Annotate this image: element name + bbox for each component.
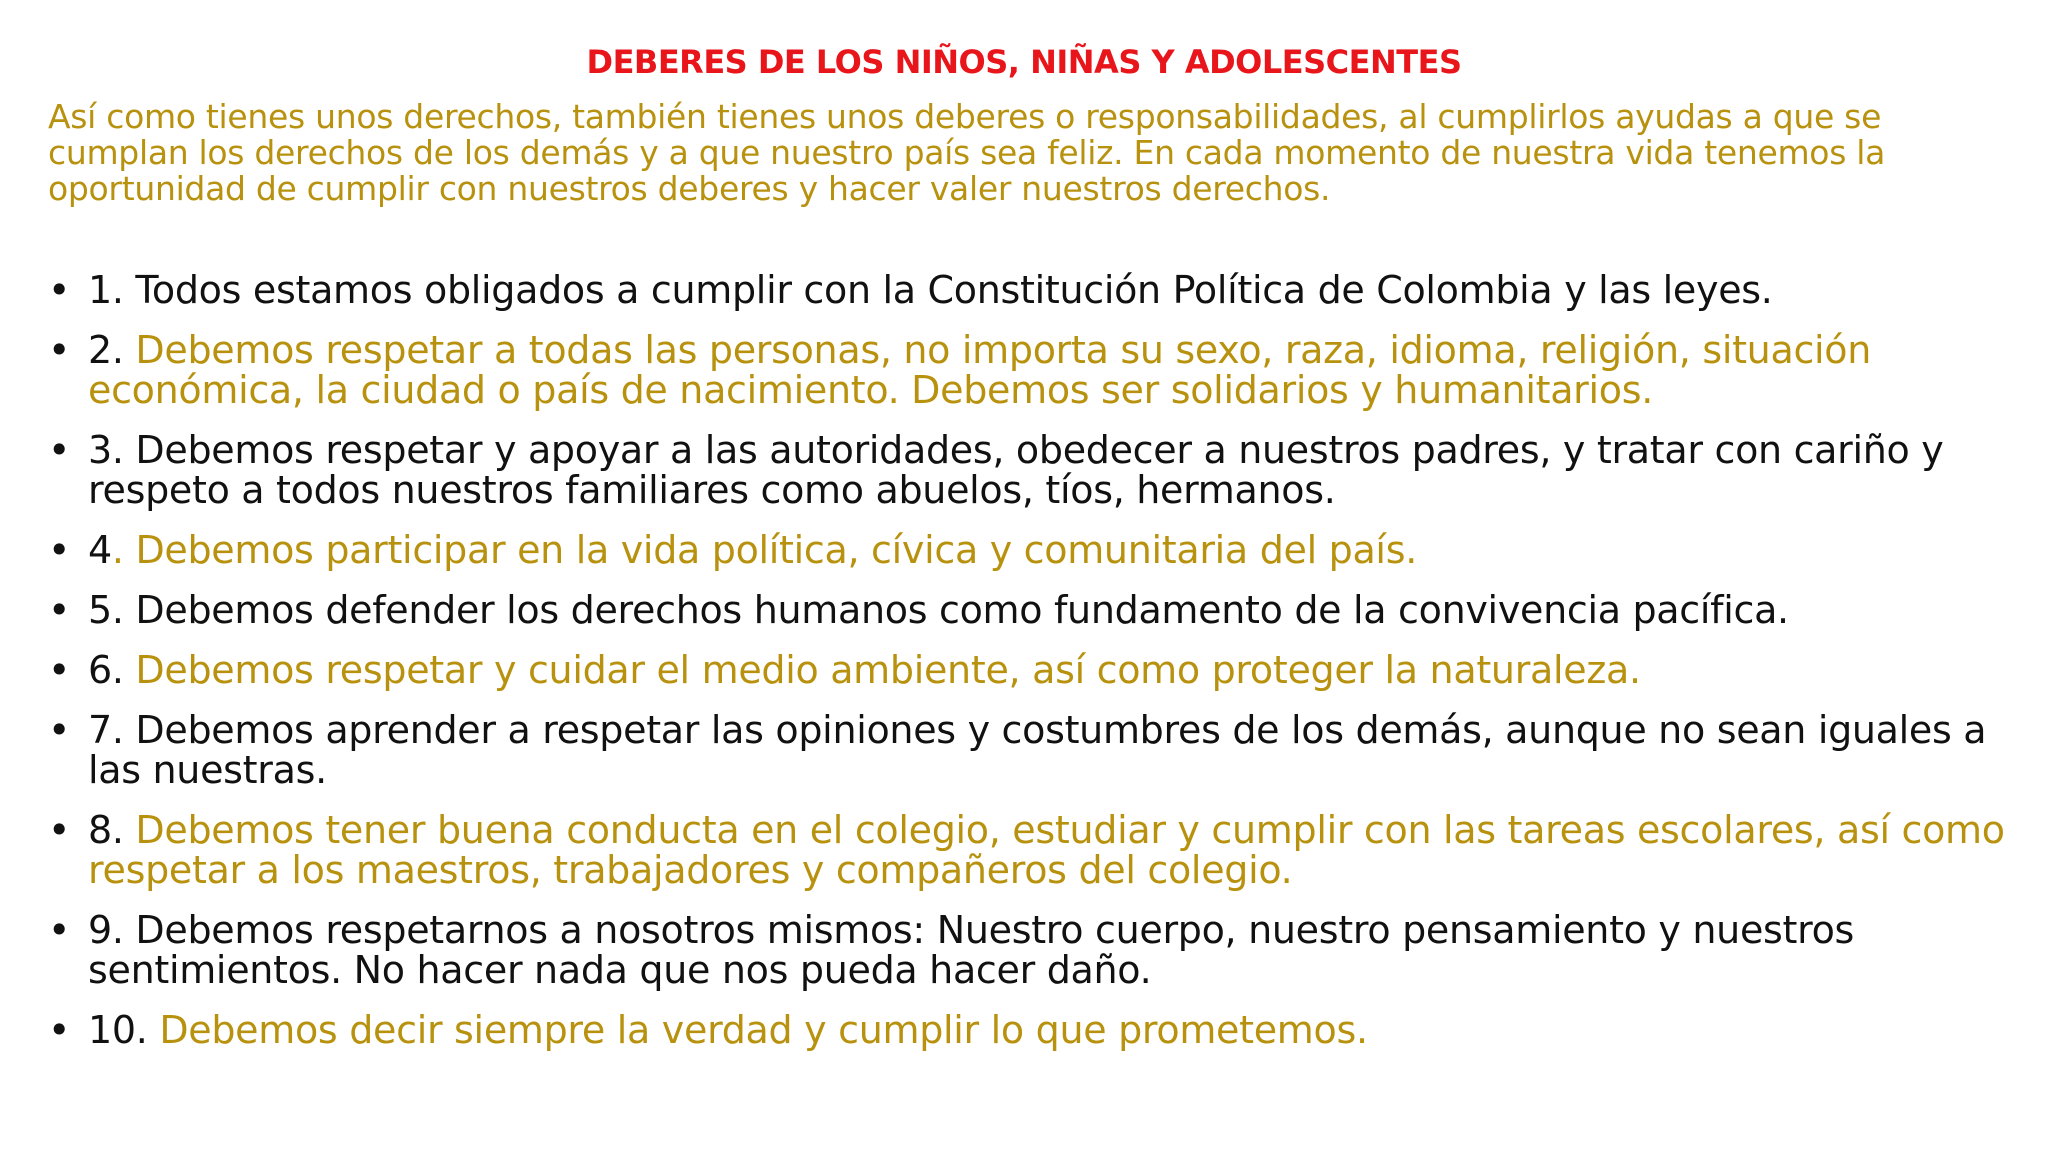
item-text: Debemos respetarnos a nosotros mismos: Nuestro cuerpo, nuestro pensamiento y nuestros sentimientos. No hacer nada que nos pueda hacer daño. — [88, 908, 1855, 992]
item-number: 10. — [88, 1008, 148, 1052]
item-number: 8. — [88, 808, 124, 852]
item-text: Debemos respetar y cuidar el medio ambiente, así como proteger la naturaleza. — [123, 648, 1641, 692]
list-item — [48, 270, 2008, 310]
item-text: Todos estamos obligados a cumplir con la Constitución Política de Colombia y las leyes. — [123, 268, 1773, 312]
list-item — [48, 1010, 2008, 1050]
item-text: Debemos aprender a respetar las opiniones y costumbres de los demás, aunque no sean iguales a las nuestras. — [88, 708, 1987, 792]
item-number: 7. — [88, 708, 124, 752]
list-item — [48, 590, 2008, 630]
bullet-icon: • — [48, 1008, 71, 1052]
item-number: 6. — [88, 648, 124, 692]
list-item — [48, 530, 2008, 570]
bullet-icon: • — [48, 908, 71, 952]
bullet-icon: • — [48, 588, 71, 632]
item-number: 1. — [88, 268, 124, 312]
item-number: 4 — [88, 528, 112, 572]
item-text: . Debemos participar en la vida política, cívica y comunitaria del país. — [111, 528, 1417, 572]
bullet-icon: • — [48, 268, 71, 312]
item-text: Debemos tener buena conducta en el colegio, estudiar y cumplir con las tareas escolares, así como respetar a los maestros, trabajadores y compañeros del colegio. — [88, 808, 2005, 892]
item-number: 9. — [88, 908, 124, 952]
bullet-icon: • — [48, 328, 71, 372]
item-text: Debemos defender los derechos humanos como fundamento de la convivencia pacífica. — [123, 588, 1789, 632]
slide-title: DEBERES DE LOS NIÑOS, NIÑAS Y ADOLESCENTES — [586, 43, 1462, 81]
bullet-icon: • — [48, 708, 71, 752]
item-text: Debemos decir siempre la verdad y cumplir lo que prometemos. — [147, 1008, 1368, 1052]
item-text: Debemos respetar y apoyar a las autoridades, obedecer a nuestros padres, y tratar con cariño y respeto a todos nuestros familiares como abuelos, tíos, hermanos. — [88, 428, 1944, 512]
list-item — [48, 650, 2008, 690]
list-item — [48, 330, 2008, 410]
duties-list — [48, 270, 2008, 1070]
list-item — [48, 710, 2008, 790]
list-item — [48, 430, 2008, 510]
intro-paragraph: Así como tienes unos derechos, también tienes unos deberes o responsabilidades, al cumplirlos ayudas a que se cumplan los derechos de los demás y a que nuestro país sea feliz. En cada momento de nuestra vida tenemos la oportunidad de cumplir con nuestros deberes y hacer valer nuestros derechos. — [48, 97, 1886, 208]
item-number: 3. — [88, 428, 124, 472]
bullet-icon: • — [48, 808, 71, 852]
bullet-icon: • — [48, 648, 71, 692]
item-number: 2. — [88, 328, 124, 372]
bullet-icon: • — [48, 428, 71, 472]
list-item — [48, 810, 2008, 890]
bullet-icon: • — [48, 528, 71, 572]
item-text: Debemos respetar a todas las personas, no importa su sexo, raza, idioma, religión, situación económica, la ciudad o país de nacimiento. Debemos ser solidarios y humanitarios. — [88, 328, 1872, 412]
list-item — [48, 910, 2008, 990]
item-number: 5. — [88, 588, 124, 632]
